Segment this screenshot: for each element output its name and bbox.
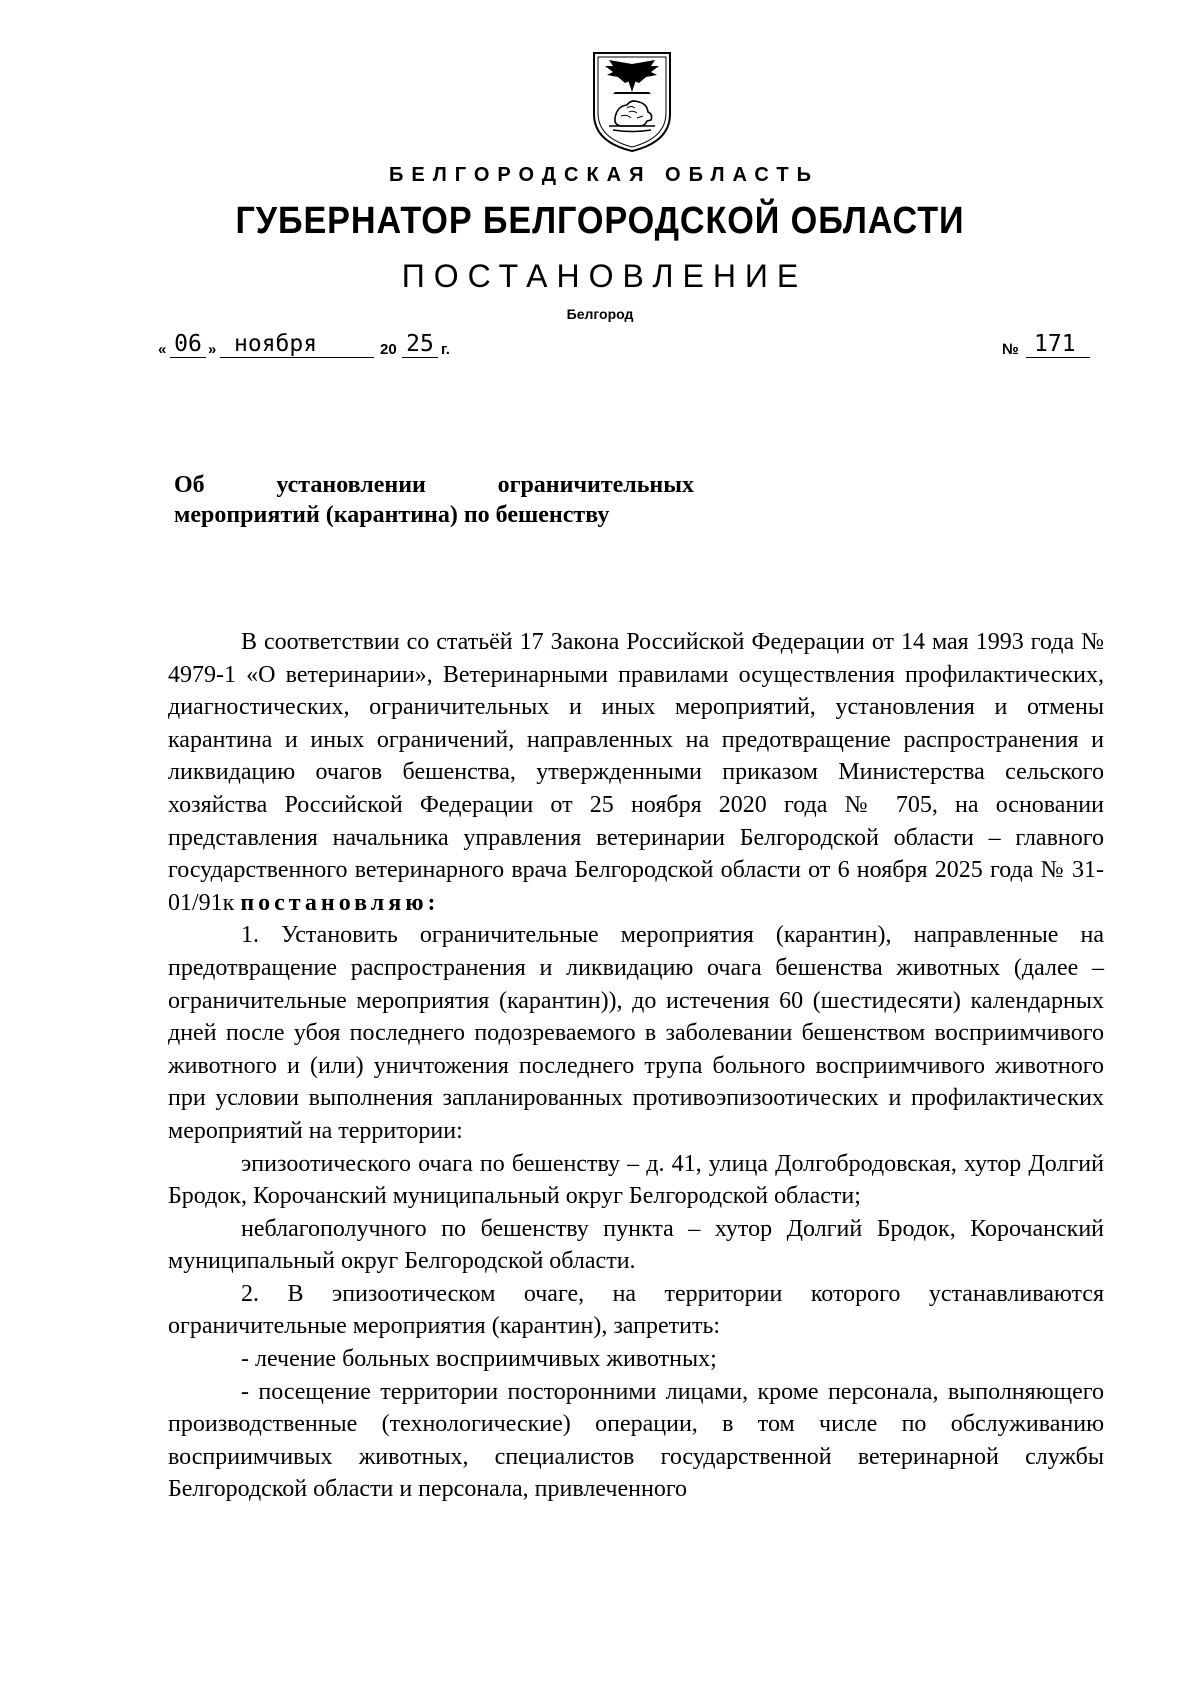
title-word-3: ограничительных bbox=[497, 472, 694, 498]
item-2-ban-visits: - посещение территории посторонними лицами, кроме персонала, выполняющего производственные (технологические) операции, в том числе по обслуживанию восприимчивых животных, специалистов государственной ветеринарной службы Белгородской области и персонала, привлеченного bbox=[168, 1378, 1104, 1503]
authority-title: ГУБЕРНАТОР БЕЛГОРОДСКОЙ ОБЛАСТИ bbox=[235, 200, 965, 242]
item-2-paragraph: 2. В эпизоотическом очаге, на территории которого устанавливаются ограничительные мероприятия (карантин), запретить: bbox=[168, 1280, 1104, 1340]
date-open-quote: « bbox=[158, 341, 167, 358]
document-number: 171 bbox=[1026, 331, 1090, 358]
title-line-2: мероприятий (карантина) по бешенству bbox=[174, 502, 610, 528]
item-1-point-paragraph: неблагополучного по бешенству пункта – хутор Долгий Бродок, Корочанский муниципальный округ Белгородской области. bbox=[168, 1215, 1104, 1275]
date-day: 06 bbox=[170, 331, 206, 358]
title-line-1 bbox=[174, 470, 694, 500]
document-type: ПОСТАНОВЛЕНИЕ bbox=[401, 258, 808, 294]
coat-of-arms-emblem bbox=[591, 50, 673, 153]
item-2-ban-treatment: - лечение больных восприимчивых животных; bbox=[241, 1346, 717, 1373]
number-label: № bbox=[1002, 341, 1019, 358]
preamble-text: В соответствии со статьёй 17 Закона Российской Федерации от 14 мая 1993 года № 4979-1 «О ветеринарии», Ветеринарными правилами осуществления профилактических, диагностических, ограничительных и иных мероприятий, установления и отмены карантина и иных ограничений, направленных на предотвращение распространения и ликвидацию очагов бешенства, утвержденными приказом Министерства сельского хозяйства Российской Федерации от 25 ноября 2020 года № 705, на основании представления начальника управления ветеринарии Белгородской области – главного государственного ветеринарного врача Белгородской области от 6 ноября 2025 года № 31-01/91к bbox=[168, 629, 1104, 916]
title-word-1: Об bbox=[174, 472, 205, 498]
item-1-focus-paragraph: эпизоотического очага по бешенству – д. 41, улица Долгобродовская, хутор Долгий Бродок, Корочанский муниципальный округ Белгородской области; bbox=[168, 1150, 1104, 1210]
title-word-2: установлении bbox=[276, 472, 426, 498]
date-year-suffix: 25 bbox=[402, 331, 438, 358]
document-body bbox=[168, 626, 1104, 1506]
city-name: Белгород bbox=[566, 306, 634, 322]
date-close-quote: » bbox=[208, 341, 217, 358]
date-year-mark: г. bbox=[441, 341, 450, 358]
preamble-paragraph bbox=[168, 626, 1104, 919]
item-1-paragraph: 1. Установить ограничительные мероприятия (карантин), направленные на предотвращение распространения и ликвидацию очага бешенства животных (далее – ограничительные мероприятия (карантин)), до истечения 60 (шестидесяти) календарных дней после убоя последнего подозреваемого в заболевании бешенством восприимчивого животного и (или) уничтожения последнего трупа больного восприимчивого животного при условии выполнения запланированных противоэпизоотических и профилактических мероприятий на территории: bbox=[168, 922, 1104, 1144]
date-number-line bbox=[158, 330, 1090, 364]
date-year-prefix: 20 bbox=[380, 341, 397, 358]
region-name: БЕЛГОРОДСКАЯ ОБЛАСТЬ bbox=[389, 164, 819, 186]
document-title bbox=[174, 470, 694, 530]
decree-word: постановляю: bbox=[240, 889, 440, 916]
date-month: ноября bbox=[220, 331, 374, 358]
